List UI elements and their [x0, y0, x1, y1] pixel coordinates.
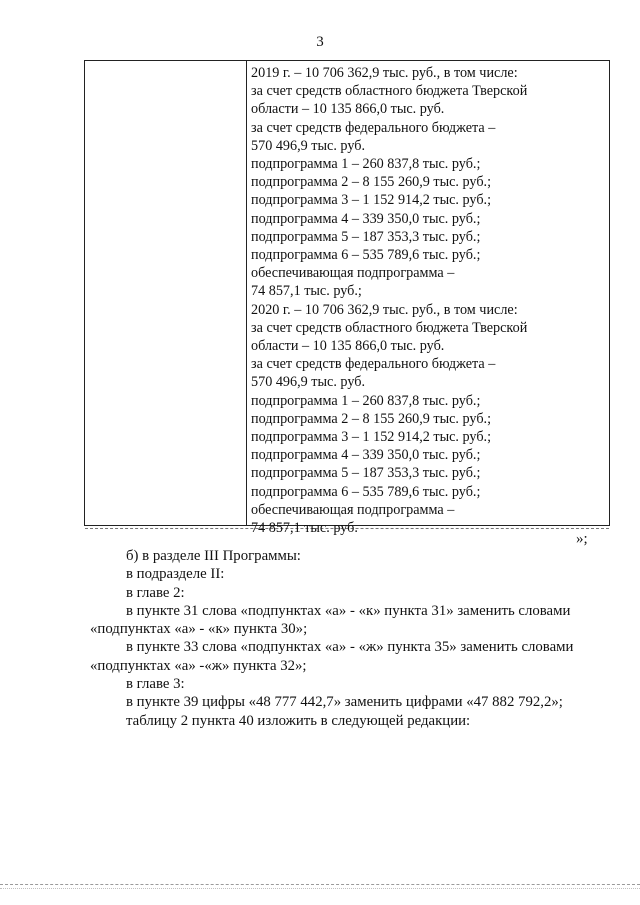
- table-line: подпрограмма 6 – 535 789,6 тыс. руб.;: [251, 483, 481, 500]
- table-line: подпрограмма 2 – 8 155 260,9 тыс. руб.;: [251, 174, 492, 191]
- page-number: 3: [316, 34, 324, 50]
- paragraph-line: в пункте 39 цифры «48 777 442,7» заменить цифрами «47 882 792,2»;: [126, 694, 563, 711]
- paragraph-line: в пункте 33 слова «подпунктах «а» - «ж» пункта 35» заменить словами: [126, 639, 574, 656]
- table-line: подпрограмма 5 – 187 353,3 тыс. руб.;: [251, 228, 481, 245]
- closing-quote: »;: [576, 531, 588, 547]
- table-line: 74 857,1 тыс. руб.: [251, 520, 358, 537]
- paragraph-line: «подпунктах «а» -«ж» пункта 32»;: [90, 657, 307, 674]
- table-line: области – 10 135 866,0 тыс. руб.: [251, 101, 445, 118]
- paragraph-line: таблицу 2 пункта 40 изложить в следующей редакции:: [126, 712, 471, 729]
- table-line: 2019 г. – 10 706 362,9 тыс. руб., в том числе:: [251, 65, 518, 81]
- table-line: за счет средств областного бюджета Тверской: [251, 319, 528, 336]
- paragraph-line: «подпунктах «а» - «к» пункта 30»;: [90, 621, 308, 638]
- table-column-divider: [246, 61, 247, 525]
- paragraph-line: б) в разделе III Программы:: [126, 548, 301, 564]
- table-line: 74 857,1 тыс. руб.;: [251, 283, 362, 300]
- table-line: обеспечивающая подпрограмма –: [251, 265, 455, 282]
- paragraph-line: в пункте 31 слова «подпунктах «а» - «к» пункта 31» заменить словами: [126, 602, 571, 619]
- paragraph-line: в главе 2:: [126, 584, 185, 601]
- table-line: области – 10 135 866,0 тыс. руб.: [251, 338, 445, 355]
- table-line: подпрограмма 5 – 187 353,3 тыс. руб.;: [251, 465, 481, 482]
- paragraph-line: в подразделе II:: [126, 566, 225, 583]
- table-line: обеспечивающая подпрограмма –: [251, 501, 455, 518]
- table-line: за счет средств федерального бюджета –: [251, 356, 496, 373]
- paragraph-line: в главе 3:: [126, 676, 185, 693]
- table-line: за счет средств областного бюджета Тверской: [251, 83, 528, 100]
- table-line: подпрограмма 4 – 339 350,0 тыс. руб.;: [251, 210, 481, 227]
- table-line: подпрограмма 4 – 339 350,0 тыс. руб.;: [251, 447, 481, 464]
- table-line: подпрограмма 1 – 260 837,8 тыс. руб.;: [251, 156, 481, 173]
- table-line: 2020 г. – 10 706 362,9 тыс. руб., в том числе:: [251, 301, 518, 318]
- table-right-cell: [251, 64, 603, 537]
- table-line: подпрограмма 1 – 260 837,8 тыс. руб.;: [251, 392, 481, 409]
- table-line: подпрограмма 2 – 8 155 260,9 тыс. руб.;: [251, 410, 492, 427]
- table-line: подпрограмма 3 – 1 152 914,2 тыс. руб.;: [251, 429, 492, 446]
- scan-edge-rule: [0, 884, 640, 885]
- table-line: за счет средств федерального бюджета –: [251, 119, 496, 136]
- scan-edge-rule: [0, 888, 640, 889]
- table-line: 570 496,9 тыс. руб.: [251, 374, 365, 391]
- amendment-text: [90, 547, 610, 730]
- table-line: 570 496,9 тыс. руб.: [251, 137, 365, 154]
- financing-table: [84, 60, 610, 537]
- table-line: подпрограмма 6 – 535 789,6 тыс. руб.;: [251, 247, 481, 264]
- table-line: подпрограмма 3 – 1 152 914,2 тыс. руб.;: [251, 192, 492, 209]
